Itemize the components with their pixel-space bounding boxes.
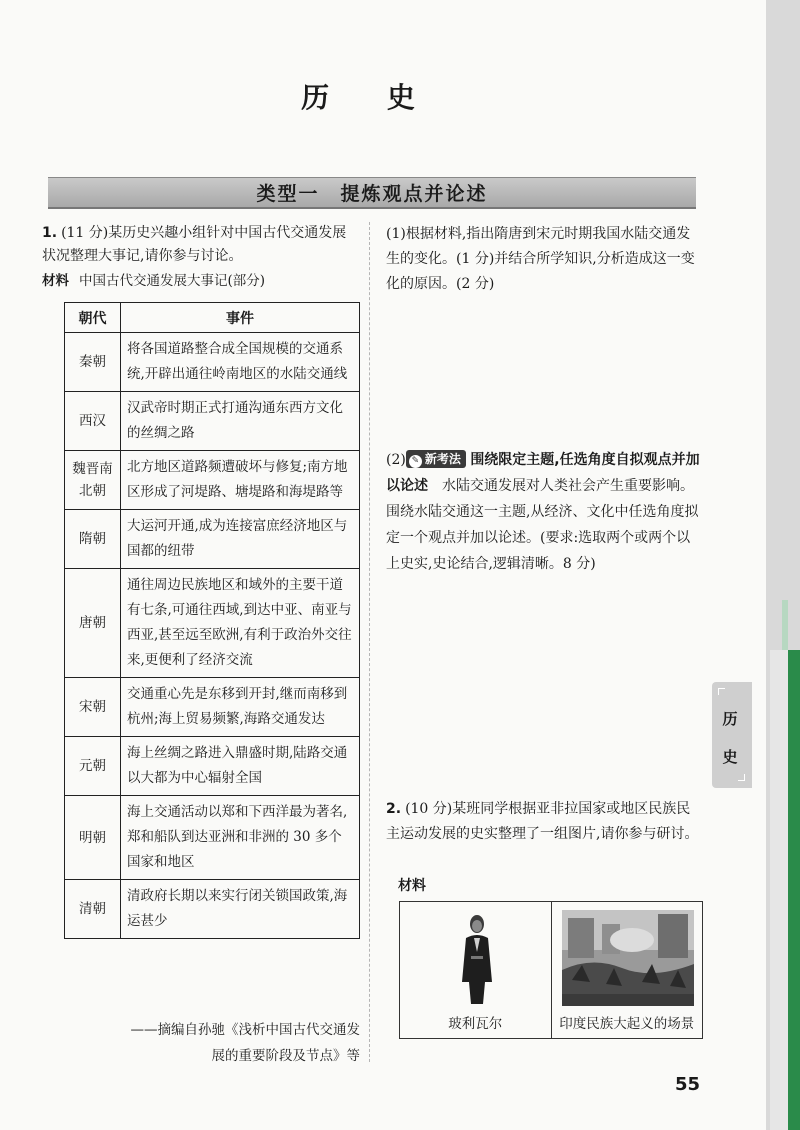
column-divider [369, 222, 370, 1062]
events-table [64, 302, 360, 939]
tab-corner-bottom-right [738, 774, 745, 781]
indian-uprising-scene [562, 910, 694, 1006]
image-caption: 印度民族大起义的场景 [559, 1016, 695, 1032]
dynasty-cell: 西汉 [65, 392, 121, 451]
source-line-2: 展的重要阶段及节点》等 [211, 1048, 360, 1064]
image-caption: 玻利瓦尔 [448, 1016, 503, 1032]
question-1-number: 1. [42, 225, 58, 241]
badge-label: 新考法 [424, 452, 461, 466]
table-row [65, 392, 360, 451]
table-row [65, 333, 360, 392]
material-label: 材料 [42, 273, 69, 289]
question-1-sub-2 [386, 447, 704, 577]
dynasty-cell: 宋朝 [65, 678, 121, 737]
source-line-1: ——摘编自孙驰《浅析中国古代交通发 [130, 1022, 360, 1038]
dynasty-cell: 秦朝 [65, 333, 121, 392]
event-cell: 海上交通活动以郑和下西洋最为著名,郑和船队到达亚洲和非洲的 30 多个国家和地区 [121, 796, 360, 880]
table-row [65, 451, 360, 510]
dynasty-cell: 唐朝 [65, 569, 121, 678]
material-source [92, 1017, 360, 1069]
event-cell: 汉武帝时期正式打通沟通东西方文化的丝绸之路 [121, 392, 360, 451]
dynasty-cell: 隋朝 [65, 510, 121, 569]
header-event: 事件 [121, 303, 360, 333]
table-header-row [65, 303, 360, 333]
table-row [65, 510, 360, 569]
table-row [65, 678, 360, 737]
event-cell: 通往周边民族地区和域外的主要干道有七条,可通往西域,到达中亚、南亚与西亚,甚至远至欧洲,有利于政治外交往来,更便利了经济交流 [121, 569, 360, 678]
event-cell: 大运河开通,成为连接富庶经济地区与国都的纽带 [121, 510, 360, 569]
question-2 [386, 797, 704, 847]
bolivar-portrait [458, 912, 496, 1004]
side-tab-char-2: 史 [722, 748, 738, 766]
page-title: 历 史 [301, 81, 439, 114]
table-row [65, 737, 360, 796]
side-tab-label [712, 700, 748, 776]
question-2-number: 2. [386, 801, 402, 817]
table-row [65, 796, 360, 880]
question-1-sub-1: (1)根据材料,指出隋唐到宋元时期我国水陆交通发生的变化。(1 分)并结合所学知识,分析造成这一变化的原因。(2 分) [386, 226, 695, 292]
image-cell-indian-uprising [551, 902, 703, 1038]
event-cell: 清政府长期以来实行闭关锁国政策,海运甚少 [121, 880, 360, 939]
page-edge-stripe [770, 650, 800, 1130]
section-banner [48, 177, 696, 209]
event-cell: 交通重心先是东移到开封,继而南移到杭州;海上贸易频繁,海路交通发达 [121, 678, 360, 737]
side-tab-char-1: 历 [722, 710, 738, 728]
material-images [399, 901, 703, 1039]
sub-2-instruction: 围绕限定主题,任选角度自拟观点并加以论述 [386, 452, 700, 494]
question-1 [42, 222, 360, 293]
header-dynasty: 朝代 [65, 303, 121, 333]
event-cell: 将各国道路整合成全国规模的交通系统,开辟出通往岭南地区的水陆交通线 [121, 333, 360, 392]
tab-corner-top-left [718, 688, 725, 695]
question-2-text: (10 分)某班同学根据亚非拉国家或地区民族民主运动发展的史实整理了一组图片,请你参与研讨。 [386, 801, 699, 842]
question-1-stem [42, 222, 360, 268]
table-row [65, 569, 360, 678]
question-1-material [42, 270, 360, 293]
dynasty-cell: 元朝 [65, 737, 121, 796]
sub-2-text: 水陆交通发展对人类社会产生重要影响。围绕水陆交通这一主题,从经济、文化中任选角度拟定一个观点并加以论述。(要求:选取两个或两个以上史实,史论结合,逻辑清晰。8 分) [386, 478, 699, 572]
event-cell: 北方地区道路频遭破坏与修复;南方地区形成了河堤路、塘堤路和海堤路等 [121, 451, 360, 510]
pencil-icon: ✎ [409, 455, 422, 468]
material-title: 中国古代交通发展大事记(部分) [79, 273, 266, 289]
table-row [65, 880, 360, 939]
question-2-material-label: 材料 [398, 878, 426, 894]
question-1-text: (11 分)某历史兴趣小组针对中国古代交通发展状况整理大事记,请你参与讨论。 [42, 225, 347, 264]
image-cell-bolivar [400, 902, 551, 1038]
sub-2-prefix: (2) [386, 452, 406, 468]
new-method-badge [406, 450, 466, 468]
dynasty-cell: 清朝 [65, 880, 121, 939]
event-cell: 海上丝绸之路进入鼎盛时期,陆路交通以大都为中心辐射全国 [121, 737, 360, 796]
dynasty-cell: 明朝 [65, 796, 121, 880]
page-number: 55 [674, 1074, 700, 1095]
section-banner-text: 类型一 提炼观点并论述 [256, 183, 488, 205]
dynasty-cell: 魏晋南北朝 [65, 451, 121, 510]
